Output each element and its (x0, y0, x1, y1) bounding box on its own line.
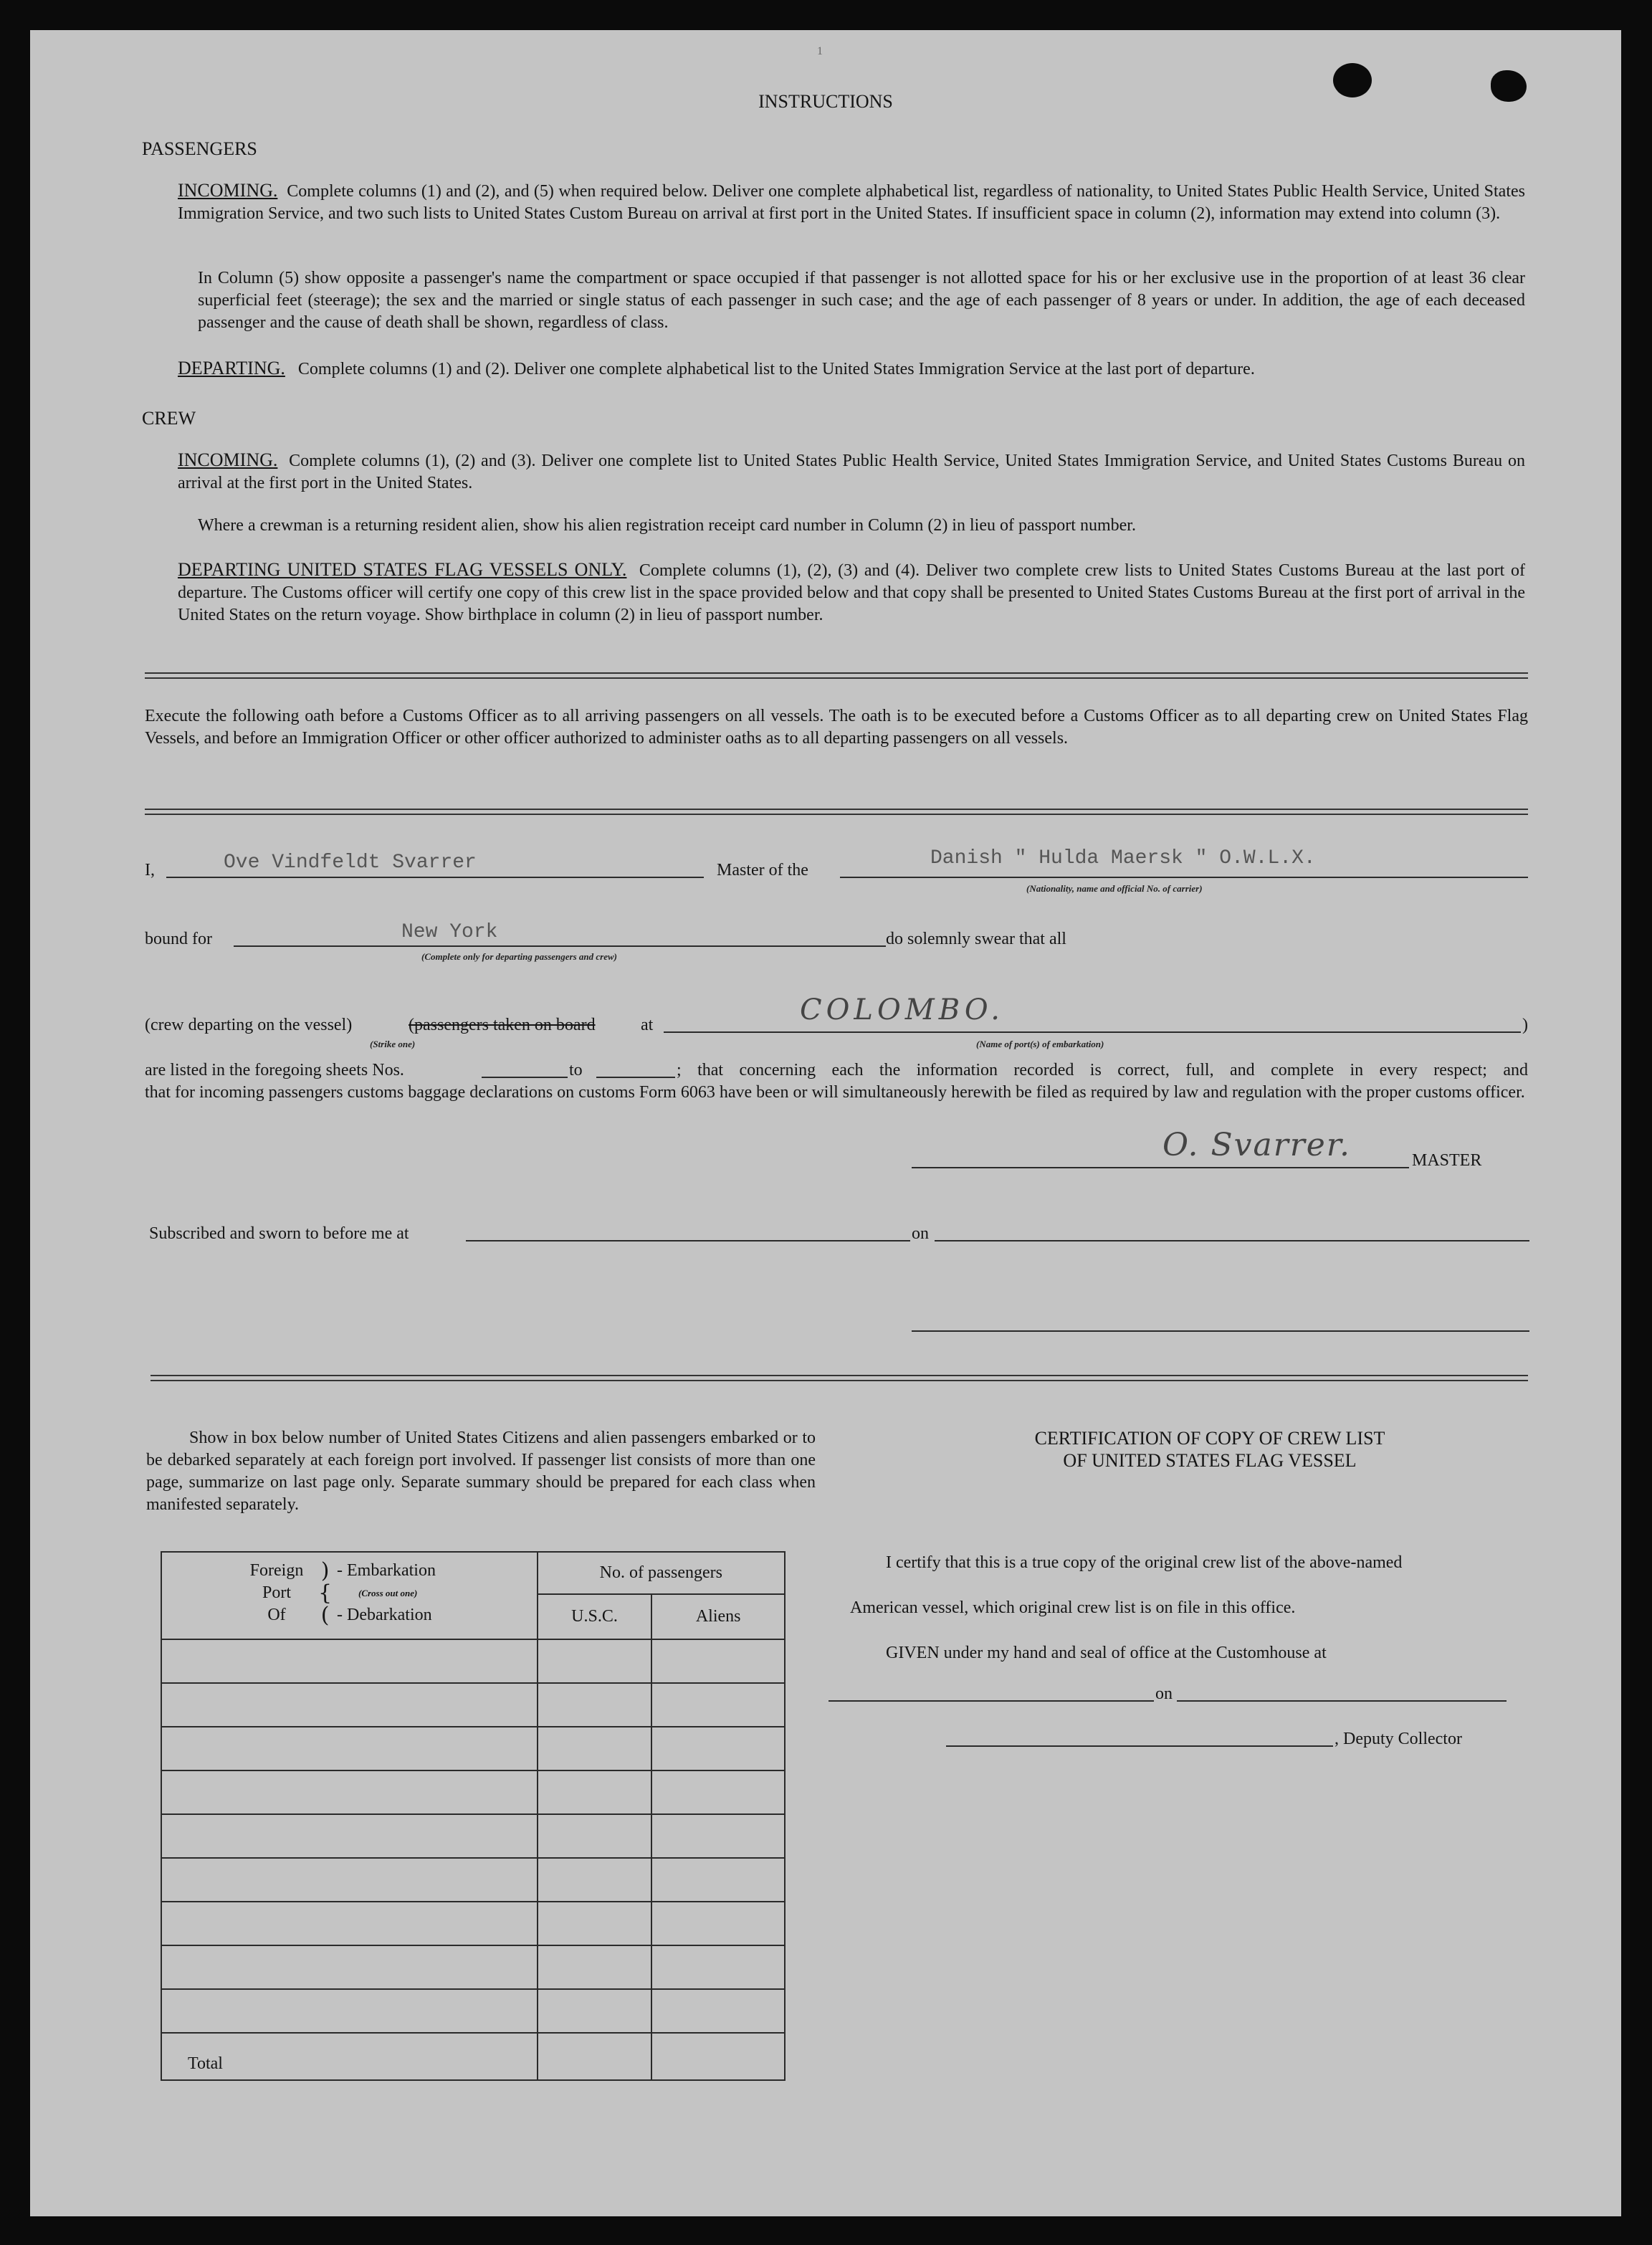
officer-signature-line (912, 1330, 1529, 1332)
divider (145, 809, 1528, 815)
table-row (161, 1814, 785, 1858)
crew-departing-label: DEPARTING UNITED STATES FLAG VESSELS ONLY. (178, 559, 627, 580)
usc-cell[interactable] (538, 1727, 652, 1770)
usc-header: U.S.C. (538, 1594, 652, 1639)
table-row (161, 1639, 785, 1683)
port-cell[interactable] (161, 1770, 538, 1814)
customhouse-line (829, 1700, 1154, 1702)
port-cell[interactable] (161, 1683, 538, 1727)
table-row (161, 1770, 785, 1814)
crew-heading: CREW (142, 408, 196, 429)
sheet-from-line (482, 1077, 568, 1078)
usc-cell[interactable] (538, 1770, 652, 1814)
passengers-departing-text (178, 357, 1525, 381)
baggage-text: that for incoming passengers customs baggage declarations on customs Form 6063 have been or will simultaneously herewith be filed as required by law and regulation with the proper customs officer. (145, 1083, 1525, 1102)
vessel-caption: (Nationality, name and official No. of carrier) (1026, 883, 1203, 894)
passengers-struck-text: (passengers taken on board (409, 1016, 596, 1034)
port-line (664, 1031, 1521, 1033)
table-row (161, 1858, 785, 1902)
table-row (161, 1989, 785, 2033)
instructions-heading: INSTRUCTIONS (758, 91, 893, 112)
deputy-collector-label: , Deputy Collector (1335, 1730, 1462, 1748)
usc-total-cell[interactable] (538, 2033, 652, 2080)
passengers-heading: PASSENGERS (142, 138, 257, 159)
table-row (161, 1727, 785, 1770)
subscribed-date-line (935, 1240, 1529, 1241)
crew-departing-body: Complete columns (1), (2), (3) and (4). Deliver two complete crew lists to United States Customs Bureau at the last port of departure. The Customs officer will certify one copy of this crew list in the space provided below and that copy shall be presented to United States Customs Bureau at the first port of arrival in the United States on the return voyage. Show birthplace in column (2) in lieu of passport number. (178, 561, 1525, 624)
crew-resident-text: Where a crewman is a returning resident alien, show his alien registration receipt card number in Column (2) in lieu of passport number. (198, 516, 1136, 535)
port-cell[interactable] (161, 1727, 538, 1770)
bound-for-caption: (Complete only for departing passengers and crew) (421, 951, 617, 962)
close-paren: ) (1522, 1016, 1528, 1034)
document-page (30, 30, 1621, 2216)
bound-for-label: bound for (145, 930, 212, 948)
brace: ) { ( (318, 1558, 333, 1628)
listed-text: are listed in the foregoing sheets Nos. (145, 1061, 404, 1079)
deputy-collector-line (946, 1745, 1333, 1747)
of-label: Of (267, 1606, 286, 1624)
crew-incoming-text (178, 449, 1525, 495)
foreign-port-header (161, 1552, 538, 1639)
usc-cell[interactable] (538, 1989, 652, 2033)
no-passengers-header: No. of passengers (538, 1552, 785, 1594)
certification-line1: I certify that this is a true copy of the original crew list of the above-named (886, 1553, 1403, 1572)
total-label: Total (161, 2033, 538, 2080)
bound-for-field[interactable]: New York (401, 921, 498, 943)
oath-instructions: Execute the following oath before a Customs Officer as to all arriving passengers on all vessels. The oath is to be executed before a Customs Officer as to all departing crew on United States Flag Vessels, and before an Immigration Officer or other officer authorized to administer oaths as to all departing passengers on all vessels. (145, 707, 1528, 748)
port-caption: (Name of port(s) of embarkation) (976, 1039, 1104, 1049)
vessel-field[interactable]: Danish " Hulda Maersk " O.W.L.X. (930, 847, 1316, 869)
master-name-field[interactable]: Ove Vindfeldt Svarrer (224, 852, 477, 874)
passengers-departing-label: DEPARTING. (178, 358, 285, 378)
strike-caption: (Strike one) (370, 1039, 416, 1049)
aliens-cell[interactable] (651, 1989, 785, 2033)
aliens-cell[interactable] (651, 1639, 785, 1683)
oath-i-label: I, (145, 861, 155, 880)
passengers-incoming-body: Complete columns (1) and (2), and (5) when required below. Deliver one complete alphabetical list, regardless of nationality, to United States Public Health Service, United States Immigration Service, and two such lists to United States Custom Bureau on arrival at first port in the United States. If insufficient space in column (2), information may extend into column (3). (178, 182, 1525, 223)
passengers-incoming-label: INCOMING. (178, 180, 278, 201)
port-cell[interactable] (161, 1902, 538, 1945)
table-row (161, 1945, 785, 1989)
passengers-departing-body: Complete columns (1) and (2). Deliver one complete alphabetical list to the United States Immigration Service at the last port of departure. (297, 360, 1255, 378)
debarkation-label: - Debarkation (337, 1606, 432, 1624)
aliens-cell[interactable] (651, 1858, 785, 1902)
passengers-incoming-text (178, 179, 1525, 225)
certification-title-line1: CERTIFICATION OF COPY OF CREW LIST (1034, 1428, 1385, 1449)
certification-on-label: on (1155, 1684, 1173, 1703)
master-name-line (166, 877, 704, 878)
certification-line3: GIVEN under my hand and seal of office at the Customhouse at (886, 1644, 1327, 1662)
port-cell[interactable] (161, 1989, 538, 2033)
usc-cell[interactable] (538, 1902, 652, 1945)
aliens-cell[interactable] (651, 1727, 785, 1770)
total-row (161, 2033, 785, 2080)
page-mark: 1 (817, 45, 823, 57)
aliens-total-cell[interactable] (651, 2033, 785, 2080)
table-row (161, 1683, 785, 1727)
port-field[interactable]: COLOMBO. (800, 993, 1005, 1026)
sheet-to-line (596, 1077, 675, 1078)
usc-cell[interactable] (538, 1639, 652, 1683)
table-row (161, 1902, 785, 1945)
crew-departing-label: (crew departing on the vessel) (145, 1016, 353, 1034)
crew-incoming-body: Complete columns (1), (2) and (3). Deliver one complete list to United States Public Health Service, United States Immigration Service, and United States Customs Bureau on arrival at the first port in the United States. (178, 452, 1526, 492)
port-cell[interactable] (161, 1858, 538, 1902)
usc-cell[interactable] (538, 1858, 652, 1902)
port-cell[interactable] (161, 1639, 538, 1683)
aliens-cell[interactable] (651, 1945, 785, 1989)
port-cell[interactable] (161, 1945, 538, 1989)
summary-text: Show in box below number of United States Citizens and alien passengers embarked or to be debarked separately at each foreign port involved. If passenger list consists of more than one page, summarize on last page only. Separate summary should be prepared for each class when manifested separately. (146, 1429, 816, 1514)
subscribed-on-label: on (912, 1224, 929, 1243)
usc-cell[interactable] (538, 1683, 652, 1727)
swear-label: do solemnly swear that all (886, 930, 1066, 948)
usc-cell[interactable] (538, 1814, 652, 1858)
listed-rest-text: ; that concerning each the information recorded is correct, full, and complete in every respect; and (677, 1061, 1528, 1079)
to-label: to (569, 1061, 583, 1079)
aliens-cell[interactable] (651, 1770, 785, 1814)
bound-for-line (234, 945, 886, 947)
at-label: at (641, 1016, 654, 1034)
foreign-label: Foreign (249, 1561, 304, 1580)
aliens-cell[interactable] (651, 1902, 785, 1945)
vessel-line (840, 877, 1528, 878)
master-signature-line (912, 1167, 1409, 1168)
aliens-header: Aliens (651, 1594, 785, 1639)
passenger-summary-table (161, 1551, 786, 2081)
subscribed-label: Subscribed and sworn to before me at (149, 1224, 409, 1243)
certification-date-line (1177, 1700, 1507, 1702)
master-of-label: Master of the (717, 861, 808, 880)
cross-out-label: (Cross out one) (358, 1588, 418, 1598)
divider (145, 672, 1528, 679)
aliens-cell[interactable] (651, 1683, 785, 1727)
subscribed-place-line (466, 1240, 910, 1241)
crew-departing-text (178, 558, 1525, 626)
master-label: MASTER (1412, 1151, 1482, 1170)
port-cell[interactable] (161, 1814, 538, 1858)
port-label: Port (262, 1583, 291, 1602)
usc-cell[interactable] (538, 1945, 652, 1989)
passengers-column5-text: In Column (5) show opposite a passenger's name the compartment or space occupied if that passenger is not allotted space for his or her exclusive use in the proportion of at least 36 clear superficial feet (steerage); the sex and the married or single status of each passenger in such case; and the age of each passenger of 8 years or under. In addition, the age of each deceased passenger and the cause of death shall be shown, regardless of class. (198, 269, 1525, 332)
aliens-cell[interactable] (651, 1814, 785, 1858)
certification-line2: American vessel, which original crew list is on file in this office. (850, 1598, 1296, 1617)
master-signature: O. Svarrer. (1162, 1127, 1351, 1163)
certification-title-line2: OF UNITED STATES FLAG VESSEL (1063, 1450, 1357, 1471)
crew-incoming-label: INCOMING. (178, 449, 278, 470)
embarkation-label: - Embarkation (337, 1561, 436, 1580)
divider (151, 1375, 1528, 1381)
